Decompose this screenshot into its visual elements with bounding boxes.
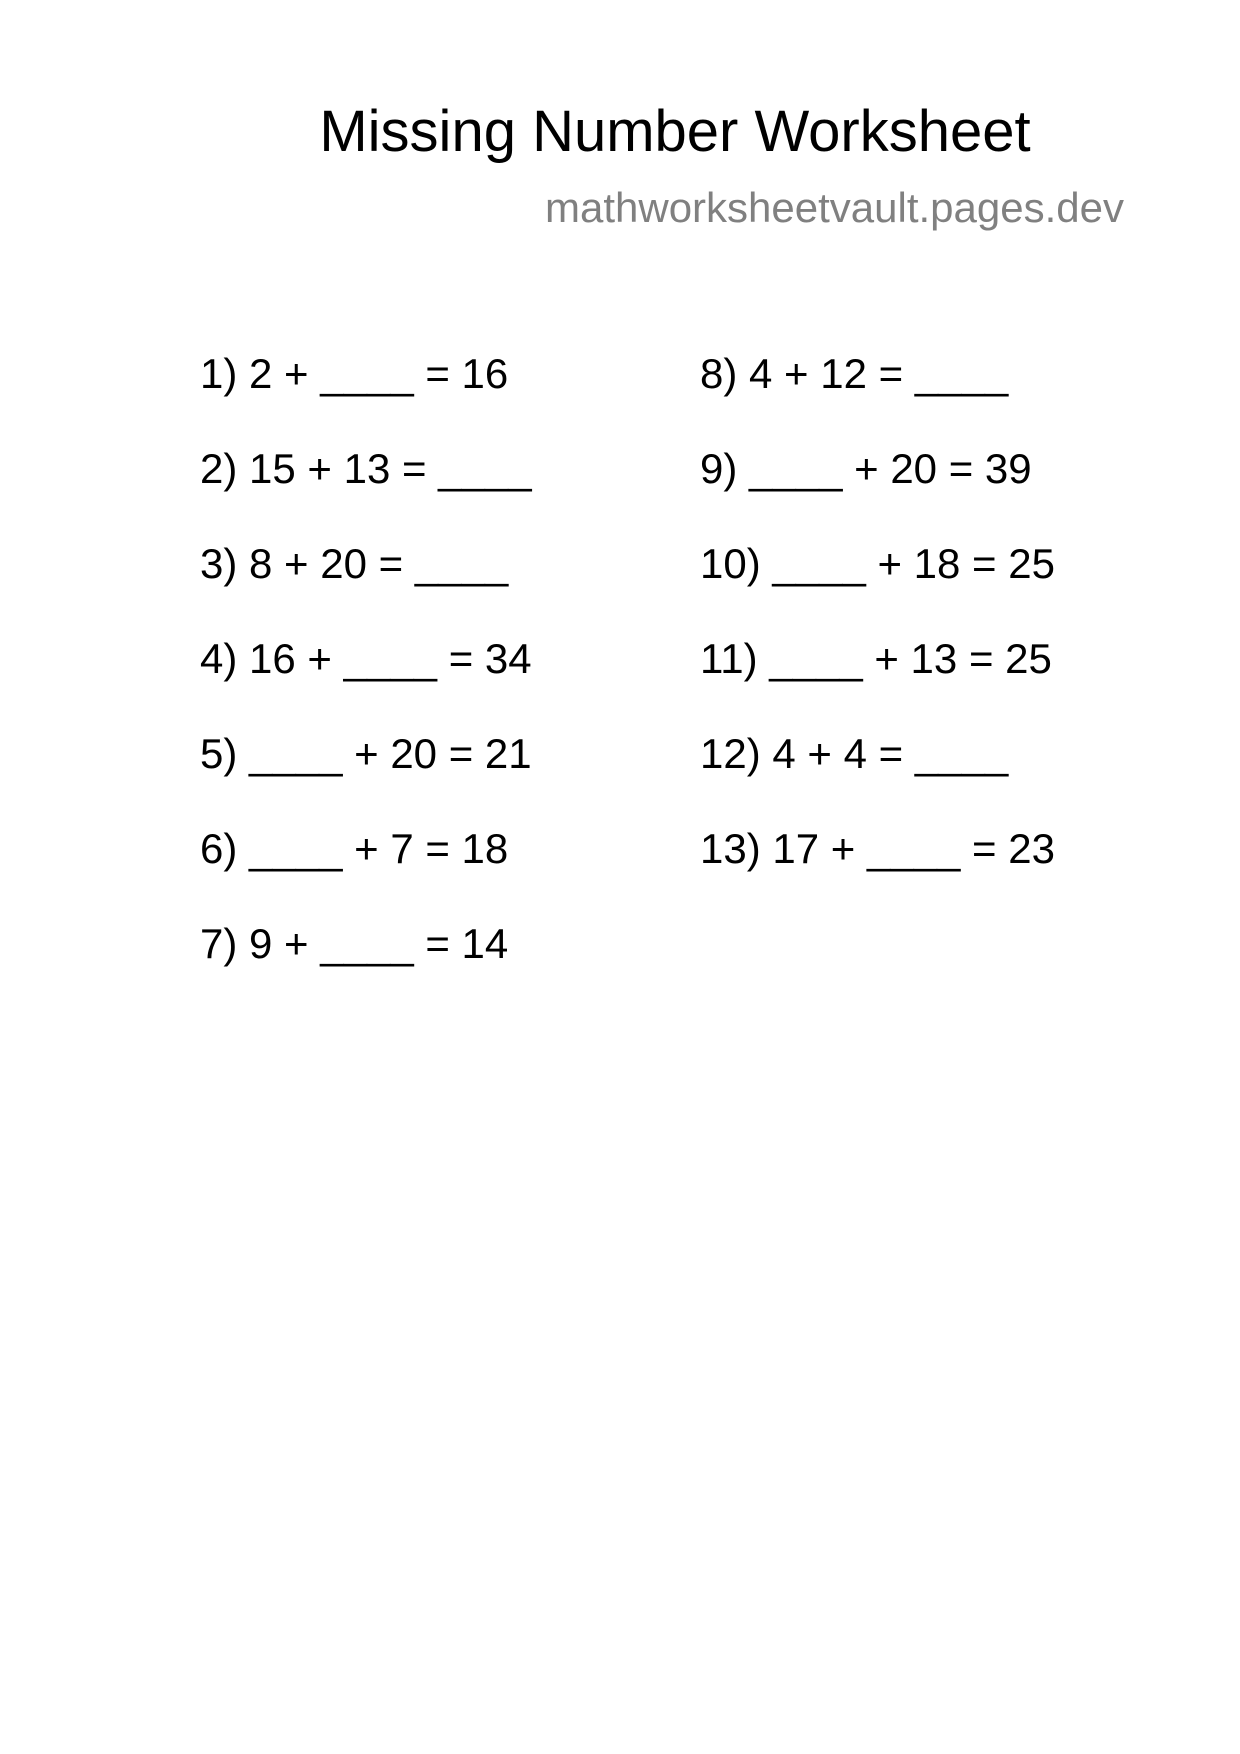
problem-4: 4) 16 + ____ = 34 <box>200 635 532 682</box>
problem-6: 6) ____ + 7 = 18 <box>200 825 509 872</box>
problem-13: 13) 17 + ____ = 23 <box>700 825 1055 872</box>
problem-3: 3) 8 + 20 = ____ <box>200 540 509 587</box>
problem-11: 11) ____ + 13 = 25 <box>700 635 1052 682</box>
problem-8: 8) 4 + 12 = ____ <box>700 350 1009 397</box>
problem-7: 7) 9 + ____ = 14 <box>200 920 509 967</box>
problem-9: 9) ____ + 20 = 39 <box>700 445 1032 492</box>
problem-column-left <box>200 350 532 1015</box>
problem-1: 1) 2 + ____ = 16 <box>200 350 509 397</box>
problem-5: 5) ____ + 20 = 21 <box>200 730 532 777</box>
problem-10: 10) ____ + 18 = 25 <box>700 540 1055 587</box>
page-title: Missing Number Worksheet <box>319 99 1031 164</box>
problem-column-right <box>700 350 1055 920</box>
problem-12: 12) 4 + 4 = ____ <box>700 730 1009 777</box>
site-url: mathworksheetvault.pages.dev <box>545 184 1124 231</box>
problem-2: 2) 15 + 13 = ____ <box>200 445 532 492</box>
